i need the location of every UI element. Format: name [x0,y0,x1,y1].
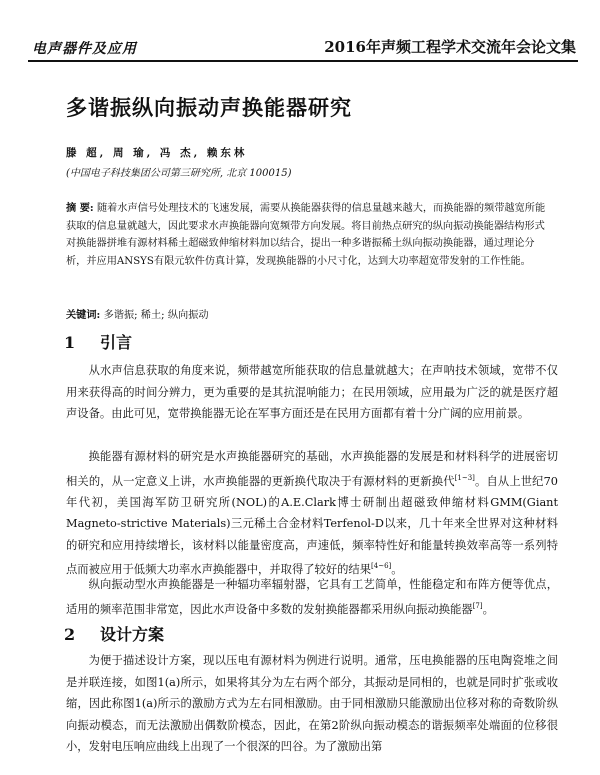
paragraph-text: 。自从上世纪70年代初，美国海军防卫研究所(NOL)的A.E.Clark博士研制出超磁致伸缩材料GMM(Giant Magneto-strictive Materials)三元稀土合金材料Terfenol-D以来，几十年来全世界对这种材料的研究和应用持续增长，该材料以能量密度高，声速低，频率特性好和能量转换效率高等一系列特点而被应用于低频大功率水声换能器中，并取得了较好的结果 [66,474,558,577]
citation: [1~3] [454,473,475,482]
paragraph [66,650,558,758]
abstract-label: 摘 要: [66,202,94,214]
journal-section-label: 电声器件及应用 [32,41,137,57]
paragraph [66,360,558,425]
keywords-text: 多谐振; 稀土; 纵向振动 [103,310,209,321]
paragraph [66,446,558,581]
page-header [28,34,578,62]
paragraph-text: 从水声信息获取的角度来说，频带越宽所能获取的信息量就越大；在声呐技术领域，宽带不仅用来获得高的时间分辨力，更为重要的是其抗混响能力；在民用领域，应用最为广泛的就是医疗超声设备。由此可见，宽带换能器无论在军事方面还是在民用方面都有着十分广阔的应用前景。 [66,364,558,420]
paragraph-text: 换能器有源材料的研究是水声换能器研究的基础，水声换能器的发展是和材料科学的进展密切相关的，从一定意义上讲，水声换能器的更新换代取决于有源材料的更新换代 [66,450,558,488]
proceedings-title: 2016年声频工程学术交流年会论文集 [324,38,576,56]
citation: [4~6] [371,562,392,571]
paper-title: 多谐振纵向振动声换能器研究 [66,95,352,120]
paragraph-text: 纵向振动型水声换能器是一种辐功率辐射器，它具有工艺简单，性能稳定和布阵方便等优点，适用的频率范围非常宽，因此水声设备中多数的发射换能器都采用纵向振动换能器 [66,578,558,616]
keywords-label: 关键词: [66,309,101,321]
section-number: 2 [64,625,76,644]
citation: [7] [472,601,483,610]
paragraph-text: 为便于描述设计方案，现以压电有源材料为例进行说明。通常，压电换能器的压电陶瓷堆之间是并联连接，如图1(a)所示，如果将其分为左右两个部分，其振动是同相的，也就是同时扩张或收缩，因此称图1(a)所示的激励方式为左右同相激励。由于同相激励只能激励出位移对称的奇数阶纵向振动模态，而无法激励出偶数阶模态，因此，在第2阶纵向振动模态的谐振频率处端面的位移很小，发射电压响应曲线上出现了一个很深的凹谷。为了激励出第 [66,654,558,753]
section-heading-introduction [64,330,132,353]
abstract-text: 随着水声信号处理技术的飞速发展，需要从换能器获得的信息量越来越大，而换能器的频带越宽所能获取的信息量就越大，因此要求水声换能器向宽频带方向发展。将目前热点研究的纵向振动换能器结构形式对换能器拼堆有源材料稀土超磁致伸缩材料加以结合，提出一种多谐振稀土纵向振动换能器，通过理论分析，并应用ANSYS有限元软件仿真计算，发现换能器的小尺寸化，达到大功率超宽带发射的工作性能。 [66,203,546,267]
paragraph [66,574,558,620]
keywords [66,306,209,321]
paragraph-text: 。 [482,602,494,616]
paper-authors: 滕 超, 周 瑜, 冯 杰, 赖东林 [66,147,248,159]
section-title: 引言 [100,333,133,352]
section-heading-design [64,622,164,645]
paragraph-text: 。 [391,563,403,577]
section-number: 1 [64,333,76,352]
author-affiliation: (中国电子科技集团公司第三研究所, 北京 100015) [66,168,292,179]
section-title: 设计方案 [100,625,165,644]
abstract [66,200,554,270]
